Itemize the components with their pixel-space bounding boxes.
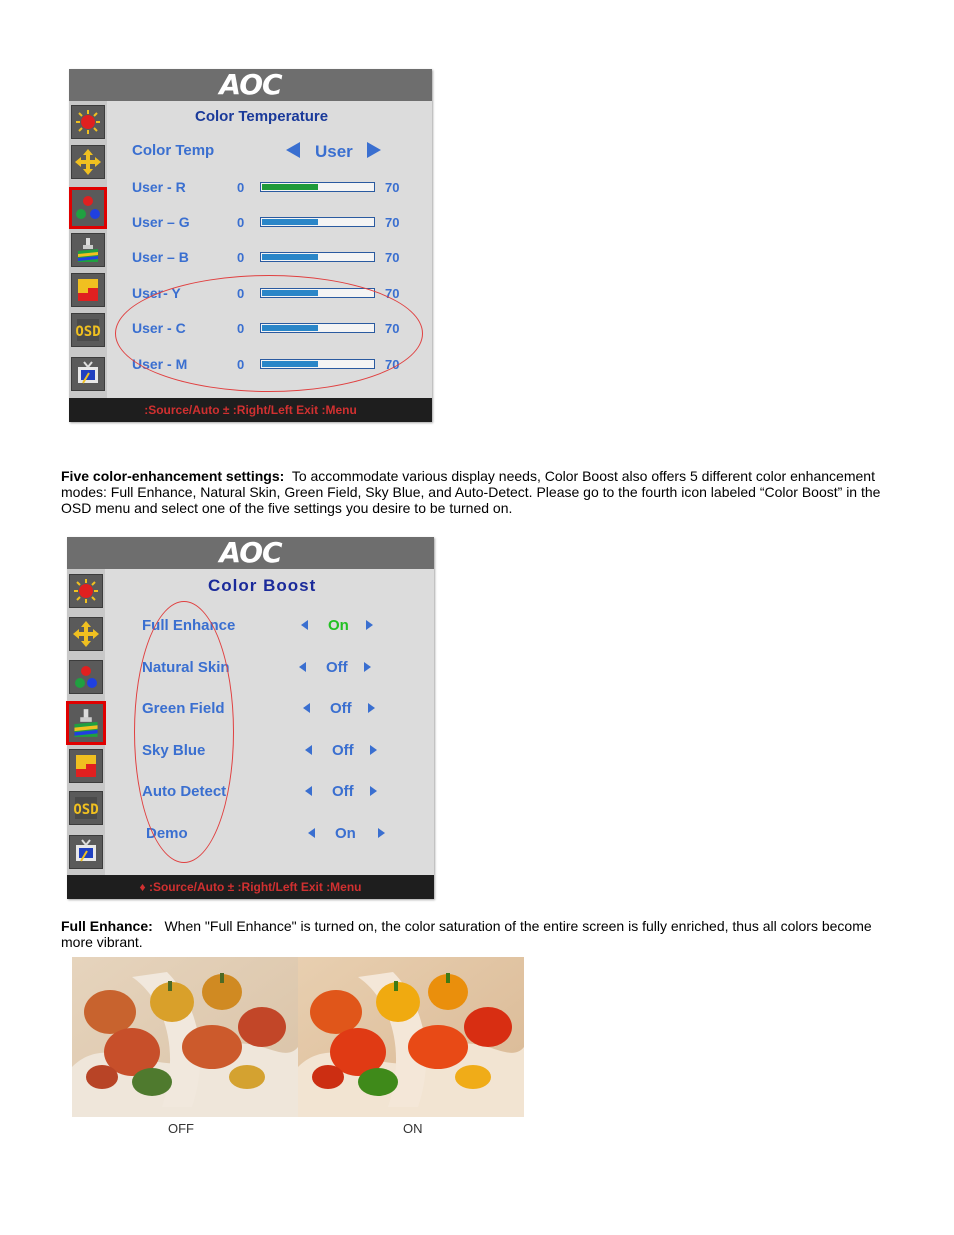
user-row-slider[interactable] (260, 252, 375, 262)
color-boost-icon[interactable] (66, 701, 106, 745)
boost-mode-value[interactable]: Off (332, 783, 354, 800)
color-boost-icon[interactable] (71, 233, 105, 267)
boost-mode-label[interactable]: Full Enhance (142, 617, 236, 634)
color-temp-icon[interactable] (69, 187, 107, 229)
luminance-icon[interactable] (69, 574, 103, 608)
photo-off (72, 957, 298, 1117)
osd-setup-icon[interactable] (71, 313, 105, 347)
boost-mode-right-arrow[interactable] (368, 703, 375, 713)
user-row-label[interactable]: User – G (132, 214, 190, 230)
color-temp-left-arrow[interactable] (286, 142, 300, 158)
peppers-image-off (72, 957, 298, 1117)
boost-mode-left-arrow[interactable] (305, 745, 312, 755)
user-row-slider[interactable] (260, 323, 375, 333)
extra-icon[interactable] (69, 835, 103, 869)
user-row-min: 0 (237, 250, 245, 265)
user-row-max: 70 (385, 286, 400, 301)
boost-mode-value[interactable]: On (328, 617, 349, 634)
picture-boost-icon[interactable] (69, 749, 103, 783)
paragraph-heading: Five color-enhancement settings: (61, 468, 285, 484)
osd-header (67, 537, 434, 569)
boost-mode-value[interactable]: On (335, 825, 356, 842)
paragraph-color-enhancement (61, 468, 901, 516)
osd-sidebar (69, 101, 107, 398)
osd-setup-icon[interactable] (69, 791, 103, 825)
color-temp-icon[interactable] (69, 660, 103, 694)
user-row-slider[interactable] (260, 182, 375, 192)
osd-color-temperature (69, 69, 432, 422)
osd-footer: ♦ :Source/Auto ± :Right/Left Exit :Menu (67, 875, 434, 899)
caption-off: OFF (168, 1121, 194, 1136)
picture-boost-icon[interactable] (71, 273, 105, 307)
boost-mode-label[interactable]: Auto Detect (142, 783, 227, 800)
boost-mode-value[interactable]: Off (332, 742, 354, 759)
aoc-logo: AOC (219, 536, 282, 569)
svg-text:OSD: OSD (75, 324, 101, 340)
user-row-slider-fill (262, 290, 318, 296)
osd-sidebar (67, 569, 105, 875)
boost-mode-left-arrow[interactable] (303, 703, 310, 713)
boost-mode-right-arrow[interactable] (370, 786, 377, 796)
paragraph-body: When "Full Enhance" is turned on, the color saturation of the entire screen is fully enriched, thus all colors become more vibrant. (61, 918, 872, 950)
user-row-max: 70 (385, 180, 400, 195)
boost-mode-value[interactable]: Off (326, 659, 348, 676)
user-row-label[interactable]: User- Y (132, 285, 181, 301)
osd-title: Color Temperature (195, 108, 329, 125)
osd-title: Color Boost (208, 576, 317, 595)
user-row-max: 70 (385, 215, 400, 230)
boost-mode-right-arrow[interactable] (364, 662, 371, 672)
user-row-slider-fill (262, 361, 318, 367)
user-row-max: 70 (385, 250, 400, 265)
peppers-image-on (298, 957, 524, 1117)
user-row-slider[interactable] (260, 217, 375, 227)
osd-footer: :Source/Auto ± :Right/Left Exit :Menu (69, 398, 432, 422)
boost-mode-right-arrow[interactable] (370, 745, 377, 755)
boost-mode-label[interactable]: Sky Blue (142, 742, 206, 759)
photo-on (298, 957, 524, 1117)
user-row-min: 0 (237, 215, 245, 230)
user-row-slider-fill (262, 219, 318, 225)
user-row-min: 0 (237, 321, 245, 336)
boost-mode-left-arrow[interactable] (299, 662, 306, 672)
user-row-max: 70 (385, 321, 400, 336)
user-row-label[interactable]: User - C (132, 320, 186, 336)
boost-mode-right-arrow[interactable] (366, 620, 373, 630)
user-row-label[interactable]: User - R (132, 179, 186, 195)
boost-mode-left-arrow[interactable] (308, 828, 315, 838)
user-row-min: 0 (237, 286, 245, 301)
extra-icon[interactable] (71, 357, 105, 391)
caption-on: ON (403, 1121, 423, 1136)
boost-mode-value[interactable]: Off (330, 700, 352, 717)
boost-mode-label[interactable]: Demo (146, 825, 188, 842)
user-row-label[interactable]: User - M (132, 356, 188, 372)
aoc-logo: AOC (219, 68, 282, 101)
image-setup-icon[interactable] (69, 617, 103, 651)
osd-header (69, 69, 432, 101)
osd-color-boost (67, 537, 434, 899)
color-temp-value[interactable]: User (315, 142, 353, 161)
user-row-slider[interactable] (260, 359, 375, 369)
boost-mode-label[interactable]: Green Field (142, 700, 225, 717)
user-row-min: 0 (237, 357, 245, 372)
luminance-icon[interactable] (71, 105, 105, 139)
user-row-max: 70 (385, 357, 400, 372)
paragraph-heading: Full Enhance: (61, 918, 153, 934)
user-row-slider-fill (262, 254, 318, 260)
paragraph-full-enhance (61, 918, 901, 950)
user-row-slider[interactable] (260, 288, 375, 298)
color-temp-label: Color Temp (132, 142, 215, 159)
svg-text:OSD: OSD (73, 802, 99, 818)
boost-mode-left-arrow[interactable] (301, 620, 308, 630)
image-setup-icon[interactable] (71, 145, 105, 179)
boost-mode-left-arrow[interactable] (305, 786, 312, 796)
user-row-slider-fill (262, 325, 318, 331)
color-temp-right-arrow[interactable] (367, 142, 381, 158)
user-row-min: 0 (237, 180, 245, 195)
boost-mode-right-arrow[interactable] (378, 828, 385, 838)
user-row-slider-fill (262, 184, 318, 190)
user-row-label[interactable]: User – B (132, 249, 189, 265)
boost-mode-label[interactable]: Natural Skin (142, 659, 230, 676)
paragraph-body: To accommodate various display needs, Color Boost also offers 5 different color enhancement modes: Full Enhance, Natural Skin, Green Field, Sky Blue, and Auto-Detect. Please go to the fourth icon labeled “Color Boost” in the OSD menu and select one of the five settings you desire to be turned on. (61, 468, 881, 516)
